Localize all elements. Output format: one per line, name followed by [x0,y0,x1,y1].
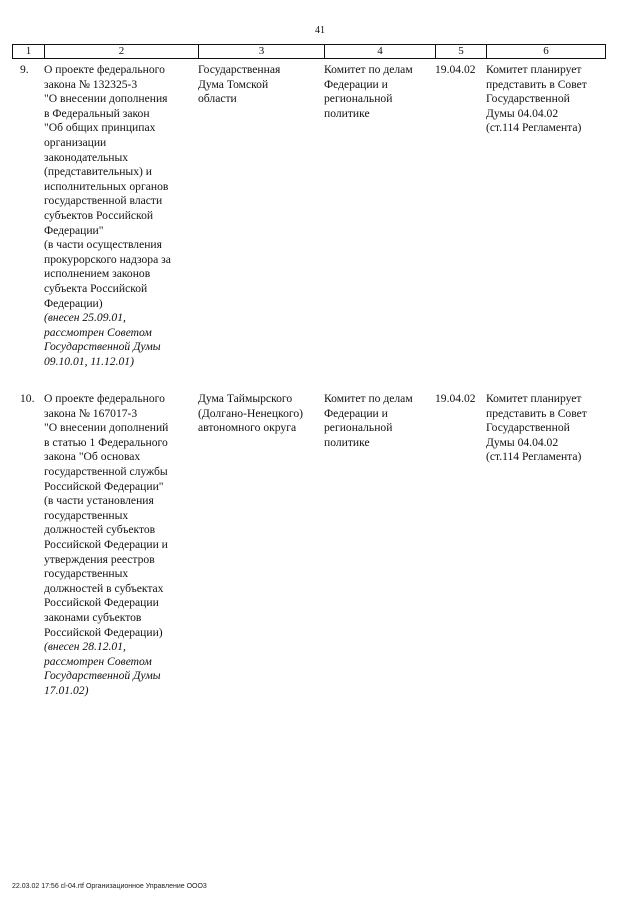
text-line: государственных [44,508,129,522]
text-line: Комитет планирует [486,63,582,76]
text-line: "Об общих принципах [44,121,156,135]
text-line: законами субъектов [44,610,142,624]
text-line: должностей в субъектах [44,581,164,595]
text-line: "О внесении дополнения [44,92,168,106]
text-line: области [198,92,237,106]
text-line: Российской Федерации" [44,479,164,493]
text-line: государственных [44,567,129,581]
text-line: "О внесении дополнений [44,421,169,435]
responsible-committee [324,392,432,450]
row-number: 10. [20,392,35,405]
text-line: исполнительных органов [44,179,169,193]
text-line: Федерации" [44,223,104,237]
text-line: организации [44,135,107,149]
text-line: (ст.114 Регламента) [486,121,582,135]
text-line: (ст.114 Регламента) [486,450,582,464]
text-line: закона "Об основах [44,450,141,464]
text-line: Комитет планирует [486,392,582,405]
column-header-4: 4 [325,45,436,59]
text-line: закона № 132325-3 [44,77,138,91]
text-line: Государственной [486,92,570,106]
text-line: политике [324,106,370,120]
column-header-6: 6 [487,45,606,59]
text-line: представить в Совет [486,77,587,91]
text-line: политике [324,435,370,449]
column-header-2: 2 [45,45,199,59]
text-line: Российской Федерации) [44,625,163,639]
text-line: утверждения реестров [44,552,155,566]
text-line: субъектов Российской [44,208,154,222]
text-line: в Федеральный закон [44,106,150,120]
text-line: государственной власти [44,194,163,208]
text-line: субъекта Российской [44,281,148,295]
page-number: 41 [315,25,325,36]
text-line: закона № 167017-3 [44,406,138,420]
text-line: Государственной Думы [44,340,161,354]
text-line: должностей субъектов [44,523,156,537]
text-line: прокурорского надзора за [44,252,171,266]
text-line: Федерации) [44,296,103,310]
column-header-5: 5 [436,45,487,59]
text-line: О проекте федерального [44,63,165,76]
text-line: Федерации и [324,77,388,91]
column-header-row [12,44,606,59]
text-line: (Долгано-Ненецкого) [198,406,303,420]
bill-description [44,63,194,369]
text-line: Думы 04.04.02 [486,106,559,120]
text-line: Государственная [198,63,281,76]
text-line: Государственной Думы [44,669,161,683]
text-line: Дума Таймырского [198,392,293,405]
text-line: (представительных) и [44,165,152,179]
text-line: представить в Совет [486,406,587,420]
text-line: О проекте федерального [44,392,165,405]
text-line: 17.01.02) [44,683,89,697]
text-line: государственной службы [44,464,168,478]
text-line: 09.10.01, 11.12.01) [44,354,134,368]
text-line: в статью 1 Федерального [44,435,168,449]
footer-file-info: 22.03.02 17:56 cl-04.rtf Организационное Управление ООО3 [12,883,207,890]
text-line: (внесен 28.12.01, [44,640,126,654]
text-line: Российской Федерации [44,596,159,610]
text-line: рассмотрен Советом [44,654,152,668]
text-line: (в части установления [44,494,154,508]
committee-decision [486,63,604,136]
column-header-3: 3 [199,45,325,59]
text-line: Думы 04.04.02 [486,435,559,449]
text-line: исполнением законов [44,267,151,281]
text-line: (внесен 25.09.01, [44,311,126,325]
responsible-committee [324,63,432,121]
text-line: региональной [324,421,393,435]
text-line: Российской Федерации и [44,537,168,551]
text-line: региональной [324,92,393,106]
date: 19.04.02 [435,63,476,76]
text-line: (в части осуществления [44,238,162,252]
text-line: Государственной [486,421,570,435]
text-line: Комитет по делам [324,63,413,76]
text-line: законодательных [44,150,129,164]
text-line: автономного округа [198,421,297,435]
column-header-1: 1 [13,45,45,59]
text-line: Дума Томской [198,77,269,91]
text-line: Комитет по делам [324,392,413,405]
initiator [198,392,322,436]
row-number: 9. [20,63,29,76]
date: 19.04.02 [435,392,476,405]
text-line: Федерации и [324,406,388,420]
bill-description [44,392,194,698]
text-line: рассмотрен Советом [44,325,152,339]
initiator [198,63,322,107]
committee-decision [486,392,604,465]
